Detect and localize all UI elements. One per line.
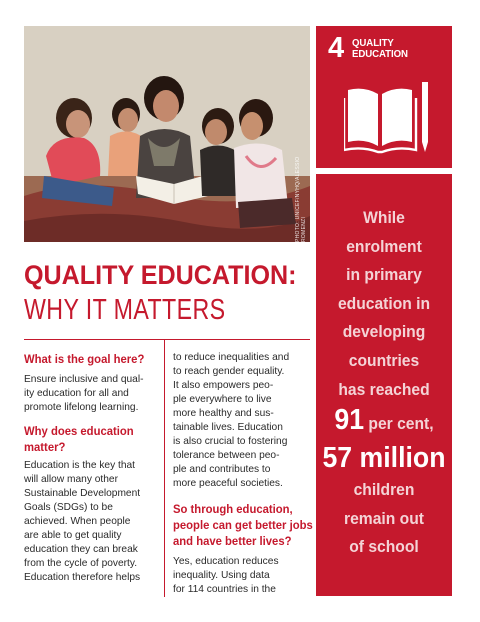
right-column: [173, 345, 313, 597]
children-reading-illustration: [24, 26, 310, 242]
text-line: education they can break: [24, 544, 138, 555]
text-line: ple everywhere to live: [173, 394, 272, 405]
answer-why-matter: [24, 459, 158, 585]
text-line: to reach gender equality.: [173, 366, 285, 377]
sdg-title-line: QUALITY: [352, 37, 394, 49]
heading-line: and have better lives?: [173, 534, 292, 548]
text-line: Sustainable Development: [24, 488, 141, 499]
page-title: QUALITY EDUCATION:: [24, 260, 297, 290]
enrolment-rate-value: 91: [334, 404, 365, 437]
title-divider: [24, 339, 310, 340]
stat-text-line: developing: [342, 322, 426, 342]
page-subtitle: WHY IT MATTERS: [24, 294, 226, 326]
text-line: Education therefore helps: [24, 572, 141, 583]
text-line: Ensure inclusive and qual-: [24, 374, 144, 385]
text-line: ple and contributes to: [173, 464, 271, 475]
question-better-jobs: [173, 501, 313, 549]
stat-text-line: in primary: [346, 265, 422, 285]
text-line: for 114 countries in the: [173, 584, 276, 595]
stat-text-line: While: [363, 208, 405, 227]
sdg-goal-number: 4: [328, 32, 345, 64]
stat-text-line: countries: [348, 350, 420, 370]
enrolment-rate-line: [321, 404, 446, 440]
answer-goal: [24, 373, 158, 415]
heading-line: matter?: [24, 440, 66, 454]
heading-line: people can get better jobs: [173, 518, 313, 532]
text-line: ity education for all and: [24, 388, 129, 399]
stat-text-line: remain out: [344, 508, 424, 528]
question-goal: What is the goal here?: [24, 352, 145, 366]
stat-text-line: of school: [349, 537, 419, 557]
column-divider: [164, 339, 165, 597]
enrolment-rate-suffix: per cent,: [364, 414, 434, 434]
sdg-goal-title: [352, 38, 408, 60]
text-line: from the cycle of poverty.: [24, 558, 138, 569]
left-column: [24, 345, 158, 585]
sdg-goal-tile: [316, 26, 452, 168]
text-line: Education is the key that: [24, 460, 135, 471]
text-line: more peaceful societies.: [173, 478, 283, 489]
out-of-school-count: 57 million: [322, 442, 446, 475]
answer-better-jobs: [173, 555, 307, 597]
hero-photo: [24, 26, 310, 242]
stat-text-line: education in: [337, 293, 431, 313]
answer-continued: [173, 351, 307, 491]
text-line: more healthy and sus-: [173, 408, 274, 419]
stat-text-line: has reached: [338, 379, 430, 399]
text-line: Yes, education reduces: [173, 556, 279, 567]
text-line: to reduce inequalities and: [173, 352, 290, 363]
question-why-matter: [24, 423, 150, 455]
text-line: will allow many other: [24, 474, 118, 485]
text-line: It also empowers peo-: [173, 380, 274, 391]
book-and-pencil-icon: [344, 80, 430, 162]
heading-line: So through education,: [173, 502, 293, 516]
stat-text-line: children: [353, 480, 415, 500]
text-line: achieved. When people: [24, 516, 131, 527]
photo-credit: PHOTO: UNICEF/NYHQ/ALESSIO ROMENZI: [295, 156, 307, 242]
heading-line: Why does education: [24, 424, 134, 438]
text-line: inequality. Using data: [173, 570, 270, 581]
stat-text-line: enrolment: [346, 236, 422, 256]
text-line: tainable lives. Education: [173, 422, 283, 433]
enrolment-stat-panel: [316, 174, 452, 596]
text-line: tolerance between peo-: [173, 450, 280, 461]
text-line: promote lifelong learning.: [24, 402, 139, 413]
text-line: are able to get quality: [24, 530, 122, 541]
text-line: is also crucial to fostering: [173, 436, 288, 447]
sdg-title-line: EDUCATION: [352, 48, 408, 60]
text-line: Goals (SDGs) to be: [24, 502, 113, 513]
